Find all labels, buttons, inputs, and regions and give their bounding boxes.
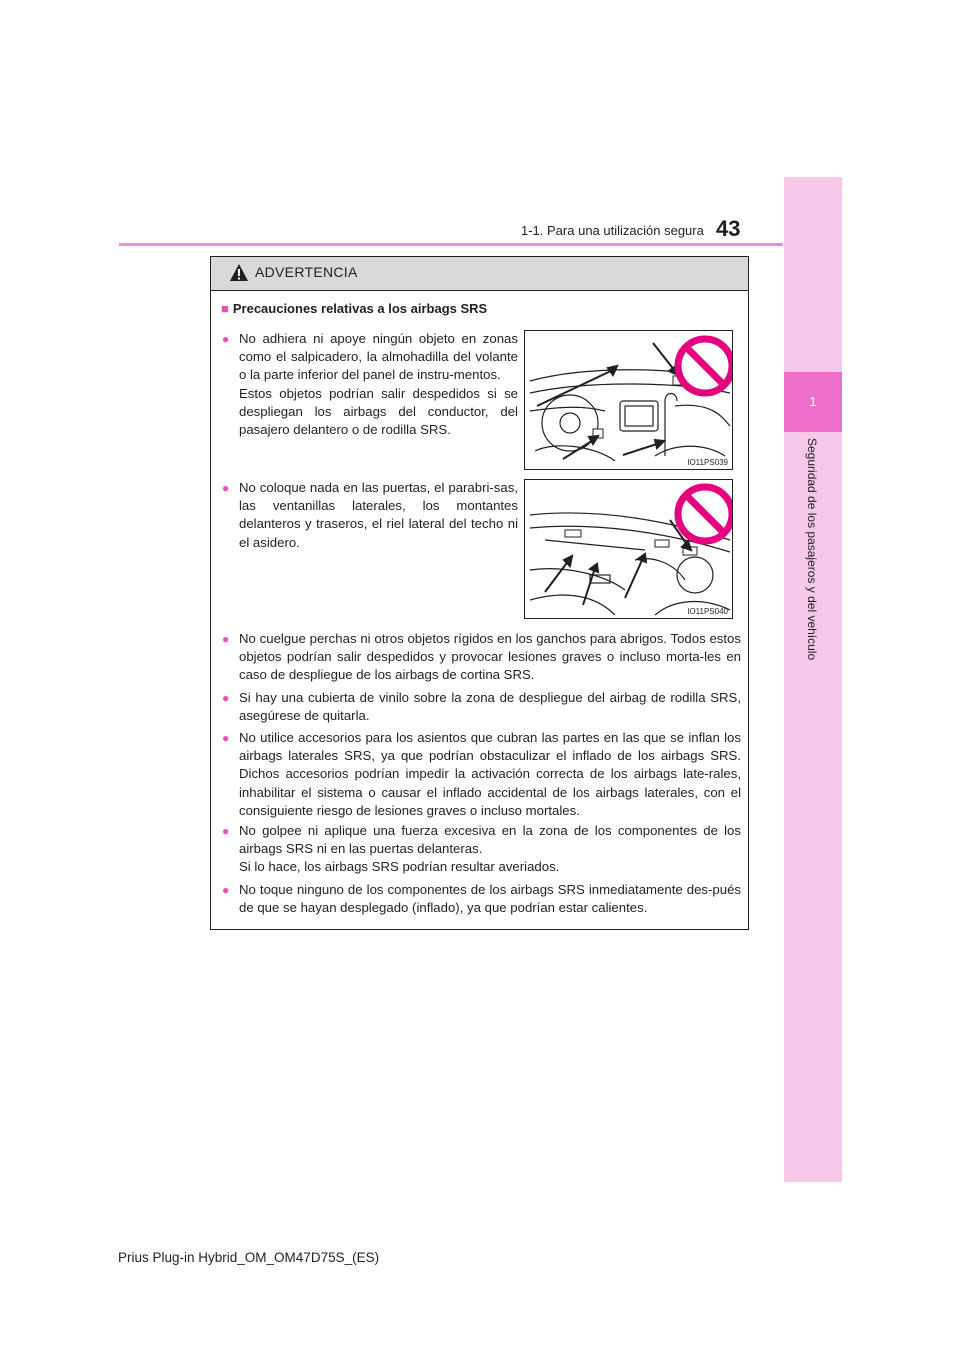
warning-bullet: ● No adhiera ni apoye ningún objeto en zonas como el salpicadero, la almohadilla del volante o la parte inferior del panel de instru-mentos. Estos objetos podrían salir despedidos si se despliegan los airbags del conductor, del pasajero delantero o de rodilla SRS. <box>222 331 518 438</box>
warning-bullet: ● Si hay una cubierta de vinilo sobre la zona de despliegue del airbag de rodilla SRS, asegúrese de quitarla. <box>222 690 741 724</box>
header-rule <box>119 243 783 246</box>
bullet-dot-icon: ● <box>222 481 230 495</box>
bullet-dot-icon: ● <box>222 691 230 705</box>
warning-bullet: ● No utilice accesorios para los asientos que cubran las partes en las que se inflan los airbags laterales SRS, ya que podrían obstaculizar el inflado de los airbags SRS. Dichos accesorios podrían impedir la activación correcta de los airbags late-rales, inhabilitar el sistema o causar el inflado accidental de los airbags laterales, con el consiguiente riesgo de lesiones graves o incluso mortales. <box>222 730 741 818</box>
warning-bullet: ● No cuelgue perchas ni otros objetos rígidos en los ganchos para abrigos. Todos estos objetos podrían salir despedidos y provocar lesiones graves o incluso morta-les en caso de despliegue de los airbags de cortina SRS. <box>222 631 741 683</box>
dashboard-illustration <box>524 330 733 470</box>
document-footer: Prius Plug-in Hybrid_OM_OM47D75S_(ES) <box>118 1250 380 1265</box>
warning-box <box>210 256 749 930</box>
square-bullet-icon: ■ <box>221 301 229 316</box>
warning-triangle-icon <box>229 263 249 282</box>
warning-bullet: ● No coloque nada en las puertas, el parabri-sas, las ventanillas laterales, los montantes delanteros y traseros, el riel lateral del techo ni el asidero. <box>222 480 518 550</box>
bullet-dot-icon: ● <box>222 883 230 897</box>
chapter-number: 1 <box>809 394 817 409</box>
warning-bullet: ● No golpee ni aplique una fuerza excesiva en la zona de los componentes de los airbags SRS ni en las puertas delanteras. Si lo hace, los airbags SRS podrían resultar averiados. <box>222 823 741 875</box>
page-number: 43 <box>716 216 741 241</box>
cabin-illustration <box>524 479 733 619</box>
warning-bullet: ● No toque ninguno de los componentes de los airbags SRS inmediatamente des-pués de que se hayan desplegado (inflado), ya que podrían estar calientes. <box>222 882 741 916</box>
section-title: 1-1. Para una utilización segura <box>521 223 704 238</box>
dashboard-drawing <box>525 331 732 469</box>
warning-title: ADVERTENCIA <box>255 264 358 280</box>
cabin-drawing <box>525 480 732 618</box>
chapter-title-vertical: Seguridad de los pasajeros y del vehículo <box>805 438 819 661</box>
figure-code: IO11PS040 <box>687 607 728 616</box>
bullet-dot-icon: ● <box>222 632 230 646</box>
bullet-dot-icon: ● <box>222 332 230 346</box>
bullet-dot-icon: ● <box>222 824 230 838</box>
figure-code: IO11PS039 <box>687 458 728 467</box>
warning-subheading: ■ Precauciones relativas a los airbags SRS <box>221 301 488 316</box>
bullet-dot-icon: ● <box>222 731 230 745</box>
warning-header <box>211 257 748 291</box>
